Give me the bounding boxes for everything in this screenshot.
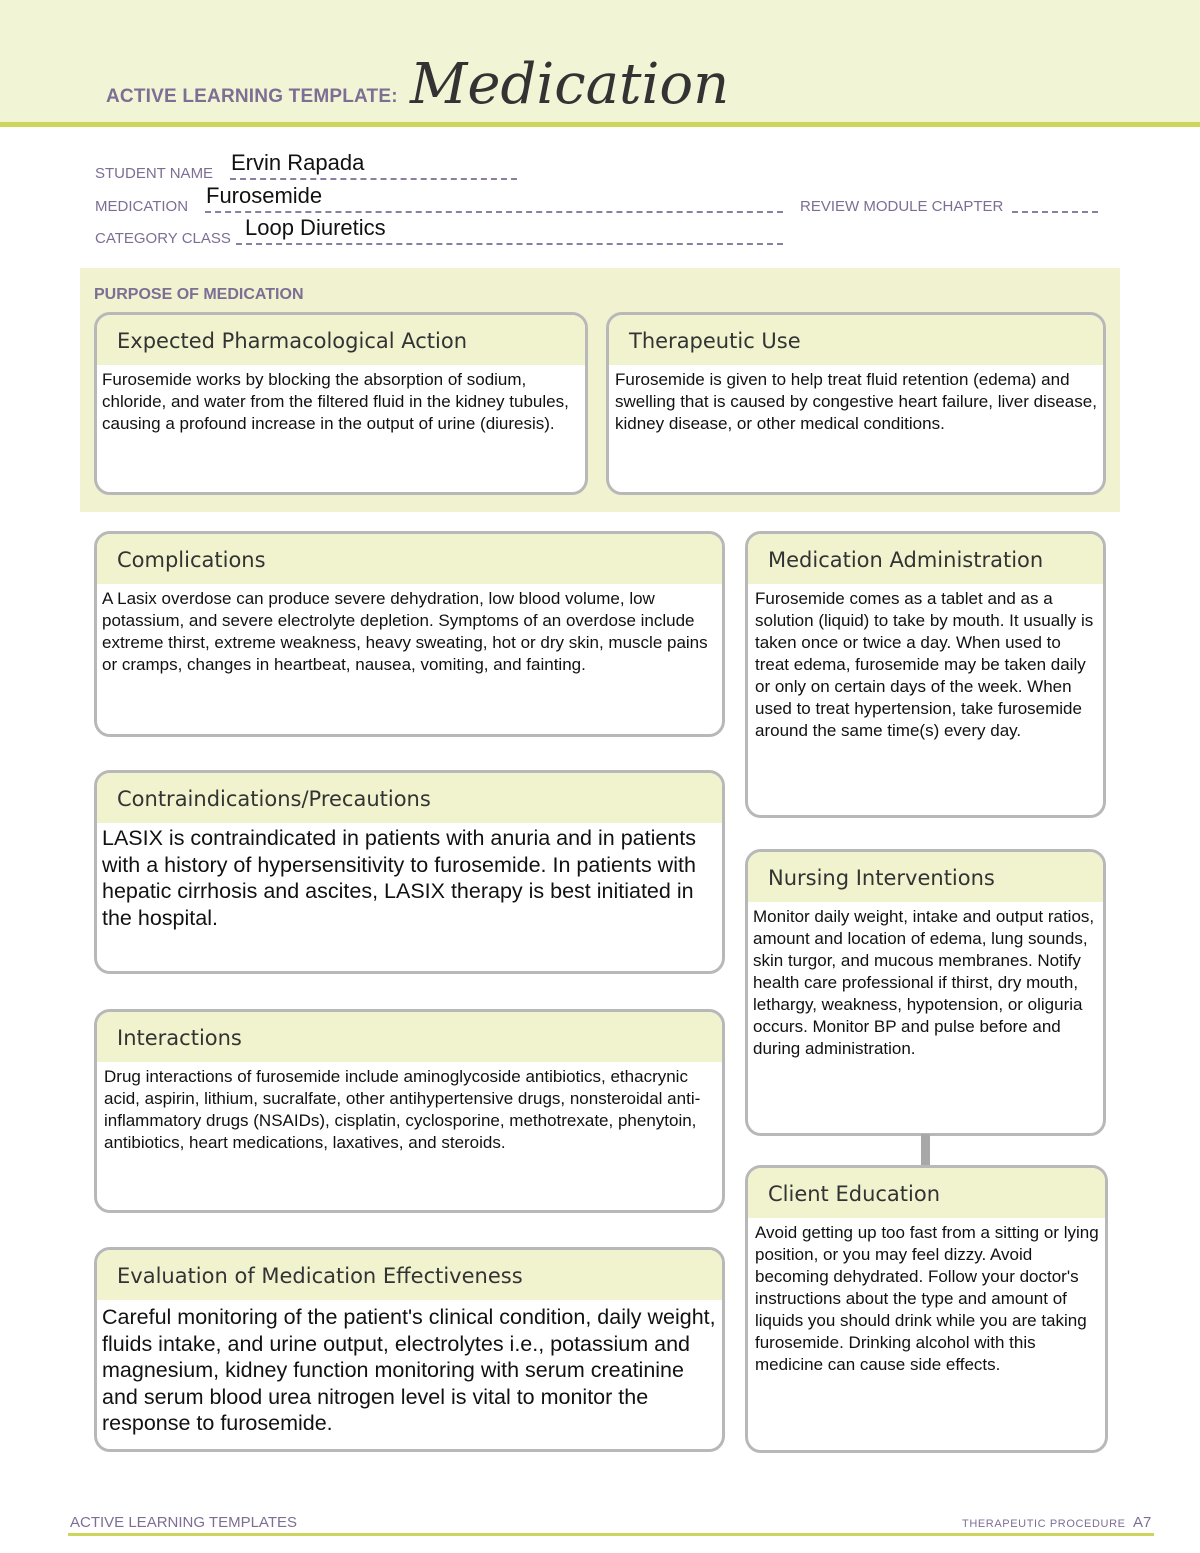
box-text: Furosemide comes as a tablet and as a solution (liquid) to take by mouth. It usually is taken once or twice a day. When used to treat edema, furosemide may be taken daily or only on certain days of the week. When used to treat hypertension, take furosemide around the same time(s) every day. xyxy=(755,589,1094,740)
evaluation-box xyxy=(94,1247,725,1452)
complications-box xyxy=(94,531,725,737)
category-class-field[interactable] xyxy=(236,243,783,245)
box-text: Drug interactions of furosemide include aminoglycoside antibiotics, ethacrynic acid, aspirin, lithium, sucralfate, other antihypertensive drugs, nonsteroidal anti-inflammatory drugs (NSAIDs), cisplatin, cyclosporine, methotrexate, phenytoin, antibiotics, heart medications, laxatives, and steroids. xyxy=(104,1067,701,1152)
footer-divider xyxy=(68,1533,1154,1536)
administration-box xyxy=(745,531,1106,818)
category-class-value: Loop Diuretics xyxy=(245,215,386,240)
footer-left: ACTIVE LEARNING TEMPLATES xyxy=(70,1514,297,1531)
box-title: Expected Pharmacological Action xyxy=(97,315,585,365)
box-title: Nursing Interventions xyxy=(748,852,1103,902)
client-education-box xyxy=(745,1165,1108,1453)
template-label: ACTIVE LEARNING TEMPLATE: xyxy=(106,86,398,107)
box-title: Interactions xyxy=(97,1012,722,1062)
box-title: Evaluation of Medication Effectiveness xyxy=(97,1250,722,1300)
box-text: Furosemide is given to help treat fluid retention (edema) and swelling that is caused by congestive heart failure, liver disease, kidney disease, or other medical conditions. xyxy=(615,370,1097,433)
review-module-field[interactable] xyxy=(1012,211,1098,213)
box-title: Medication Administration xyxy=(748,534,1103,584)
connector-line xyxy=(921,1134,930,1168)
page-title: Medication xyxy=(410,52,730,117)
student-name-value: Ervin Rapada xyxy=(231,150,365,175)
box-text: Furosemide works by blocking the absorption of sodium, chloride, and water from the filtered fluid in the kidney tubules, causing a profound increase in the output of urine (diuresis). xyxy=(102,370,569,433)
medication-value: Furosemide xyxy=(206,183,323,208)
page-number: A7 xyxy=(1133,1514,1152,1531)
box-text: Avoid getting up too fast from a sitting or lying position, or you may feel dizzy. Avoid becoming dehydrated. Follow your doctor's instructions about the type and amount of liquids you should drink while you are taking furosemide. Drinking alcohol with this medicine can cause side effects. xyxy=(755,1223,1099,1374)
student-name-field[interactable] xyxy=(230,178,517,180)
box-title: Client Education xyxy=(748,1168,1105,1218)
therapeutic-use-box xyxy=(606,312,1106,495)
header-band xyxy=(0,0,1200,127)
interactions-box xyxy=(94,1009,725,1213)
footer-right: THERAPEUTIC PROCEDURE xyxy=(962,1518,1126,1530)
box-text: Monitor daily weight, intake and output ratios, amount and location of edema, lung sounds, skin turgor, and mucous membranes. Notify health care professional if thirst, dry mouth, lethargy, weakness, hypotension, or oliguria occurs. Monitor BP and pulse before and during administration. xyxy=(753,907,1095,1058)
review-module-label: REVIEW MODULE CHAPTER xyxy=(800,198,1004,215)
medication-label: MEDICATION xyxy=(95,198,189,215)
box-text: LASIX is contraindicated in patients with anuria and in patients with a history of hypersensitivity to furosemide. In patients with hepatic cirrhosis and ascites, LASIX therapy is best initiated in the hospital. xyxy=(102,826,697,930)
expected-action-box xyxy=(94,312,588,495)
box-title: Contraindications/Precautions xyxy=(97,773,722,823)
medication-field[interactable] xyxy=(205,211,783,213)
box-text: A Lasix overdose can produce severe dehydration, low blood volume, low potassium, and severe electrolyte depletion. Symptoms of an overdose include extreme thirst, extreme weakness, heavy sweating, hot or dry skin, muscle pains or cramps, changes in heartbeat, nausea, vomiting, and fainting. xyxy=(102,589,708,674)
student-name-label: STUDENT NAME xyxy=(95,165,214,182)
purpose-title: PURPOSE OF MEDICATION xyxy=(94,286,304,303)
box-title: Complications xyxy=(97,534,722,584)
category-class-label: CATEGORY CLASS xyxy=(95,230,231,247)
contraindications-box xyxy=(94,770,725,974)
box-text: Careful monitoring of the patient's clinical condition, daily weight, fluids intake, and urine output, electrolytes i.e., potassium and magnesium, kidney function monitoring with serum creatinine and serum blood urea nitrogen level is vital to monitor the response to furosemide. xyxy=(102,1305,716,1435)
nursing-interventions-box xyxy=(745,849,1106,1136)
box-title: Therapeutic Use xyxy=(609,315,1103,365)
